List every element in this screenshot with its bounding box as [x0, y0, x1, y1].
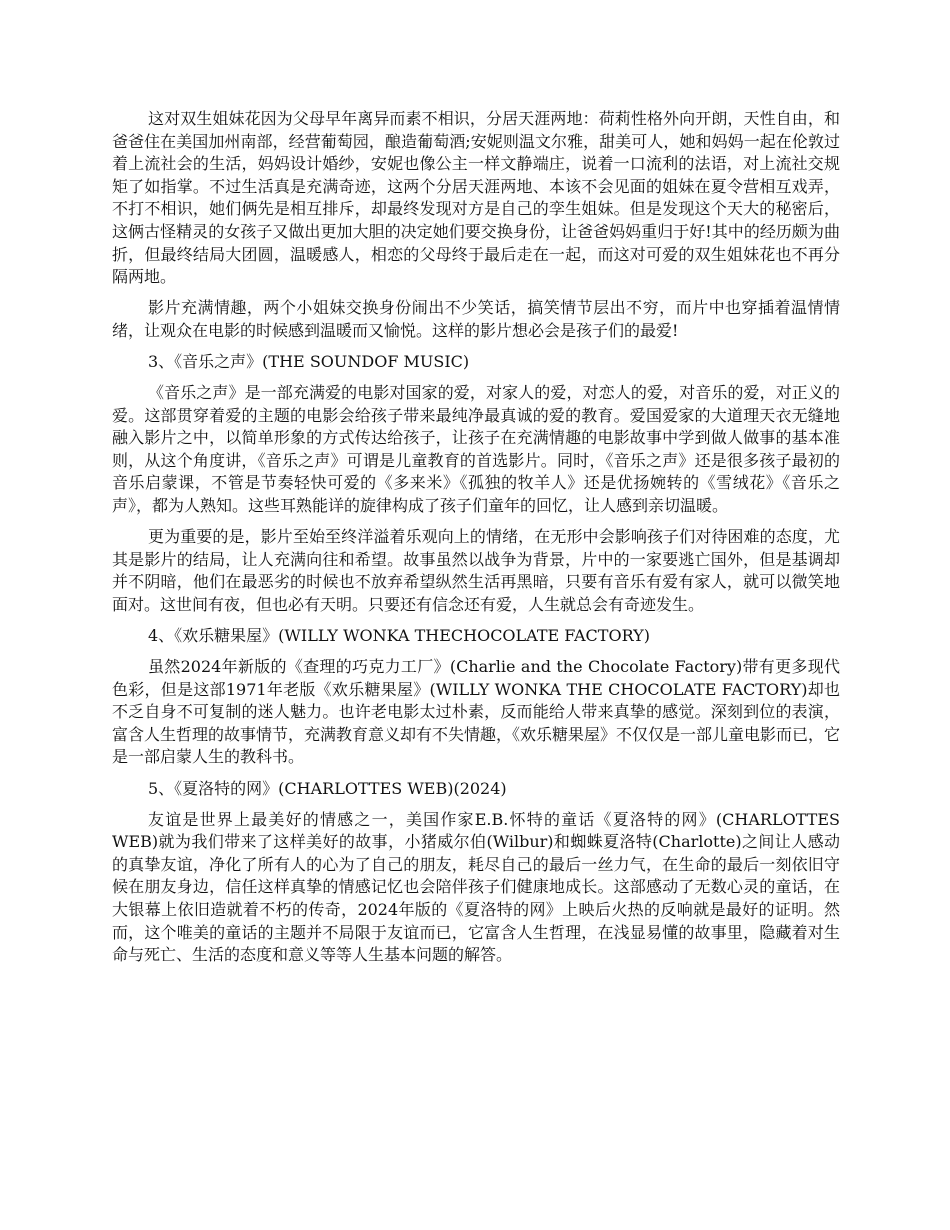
paragraph-twin-sisters-story: 这对双生姐妹花因为父母早年离异而素不相识，分居天涯两地：荷莉性格外向开朗，天性自由，和爸爸住在美国加州南部，经营葡萄园，酿造葡萄酒;安妮则温文尔雅，甜美可人，她和妈妈一起在伦敦过着上流社会的生活，妈妈设计婚纱，安妮也像公主一样文静端庄，说着一口流利的法语，对上流社交规矩了如指掌。不过生活真是充满奇迹，这两个分居天涯两地、本该不会见面的姐妹在夏令营相互戏弄，不打不相识，她们俩先是相互排斥，却最终发现对方是自己的孪生姐妹。但是发现这个天大的秘密后，这俩古怪精灵的女孩子又做出更加大胆的决定她们要交换身份，让爸爸妈妈重归于好!其中的经历颇为曲折，但最终结局大团圆，温暖感人，相恋的父母终于最后走在一起，而这对可爱的双生姐妹花也不再分隔两地。	[112, 109, 840, 287]
paragraph-sound-of-music-love: 《音乐之声》是一部充满爱的电影对国家的爱，对家人的爱，对恋人的爱，对音乐的爱，对正义的爱。这部贯穿着爱的主题的电影会给孩子带来最纯净最真诚的爱的教育。爱国爱家的大道理天衣无缝地融入影片之中，以简单形象的方式传达给孩子，让孩子在充满情趣的电影故事中学到做人做事的基本准则，从这个角度讲，《音乐之声》可谓是儿童教育的首选影片。同时，《音乐之声》还是很多孩子最初的音乐启蒙课，不管是节奏轻快可爱的《多来米》《孤独的牧羊人》还是优扬婉转的《雪绒花》《音乐之声》，都为人熟知。这些耳熟能详的旋律构成了孩子们童年的回忆，让人感到亲切温暖。	[112, 383, 840, 515]
paragraph-willy-wonka: 虽然2024年新版的《查理的巧克力工厂》(Charlie and the Chocolate Factory)带有更多现代色彩，但是这部1971年老版《欢乐糖果屋》(WILLY WONKA THE CHOCOLATE FACTORY)却也不乏自身不可复制的迷人魅力。也许老电影太过朴素，反而能给人带来真挚的感觉。深刻到位的表演，富含人生哲理的故事情节，充满教育意义却有不失情趣，《欢乐糖果屋》不仅仅是一部儿童电影而已，它是一部启蒙人生的教科书。	[112, 657, 841, 767]
document-page	[112, 108, 840, 975]
heading-sound-of-music: 3、《音乐之声》(THE SOUNDOF MUSIC)	[148, 351, 470, 371]
heading-charlottes-web: 5、《夏洛特的网》(CHARLOTTES WEB)(2024)	[148, 778, 507, 798]
paragraph-charlottes-web: 友谊是世界上最美好的情感之一，美国作家E.B.怀特的童话《夏洛特的网》(CHARLOTTES WEB)就为我们带来了这样美好的故事，小猪威尔伯(Wilbur)和蜘蛛夏洛特(Charlotte)之间让人感动的真挚友谊，净化了所有人的心为了自己的朋友，耗尽自己的最后一丝力气，在生命的最后一刻依旧守候在朋友身边，信任这样真挚的情感记忆也会陪伴孩子们健康地成长。这部感动了无数心灵的童话，在大银幕上依旧造就着不朽的传奇，2024年版的《夏洛特的网》上映后火热的反响就是最好的证明。然而，这个唯美的童话的主题并不局限于友谊而已，它富含人生哲理，在浅显易懂的故事里，隐藏着对生命与死亡、生活的态度和意义等等人生基本问题的解答。	[112, 809, 840, 965]
paragraph-film-humor: 影片充满情趣，两个小姐妹交换身份闹出不少笑话，搞笑情节层出不穷，而片中也穿插着温情情绪，让观众在电影的时候感到温暖而又愉悦。这样的影片想必会是孩子们的最爱!	[112, 298, 840, 340]
paragraph-sound-of-music-optimism: 更为重要的是，影片至始至终洋溢着乐观向上的情绪，在无形中会影响孩子们对待困难的态度，尤其是影片的结局，让人充满向往和希望。故事虽然以战争为背景，片中的一家要逃亡国外，但是基调却并不阴暗，他们在最恶劣的时候也不放弃希望纵然生活再黑暗，只要有音乐有爱有家人，就可以微笑地面对。这世间有夜，但也必有天明。只要还有信念还有爱，人生就总会有奇迹发生。	[112, 527, 840, 614]
heading-willy-wonka: 4、《欢乐糖果屋》(WILLY WONKA THECHOCOLATE FACTORY)	[148, 625, 650, 645]
